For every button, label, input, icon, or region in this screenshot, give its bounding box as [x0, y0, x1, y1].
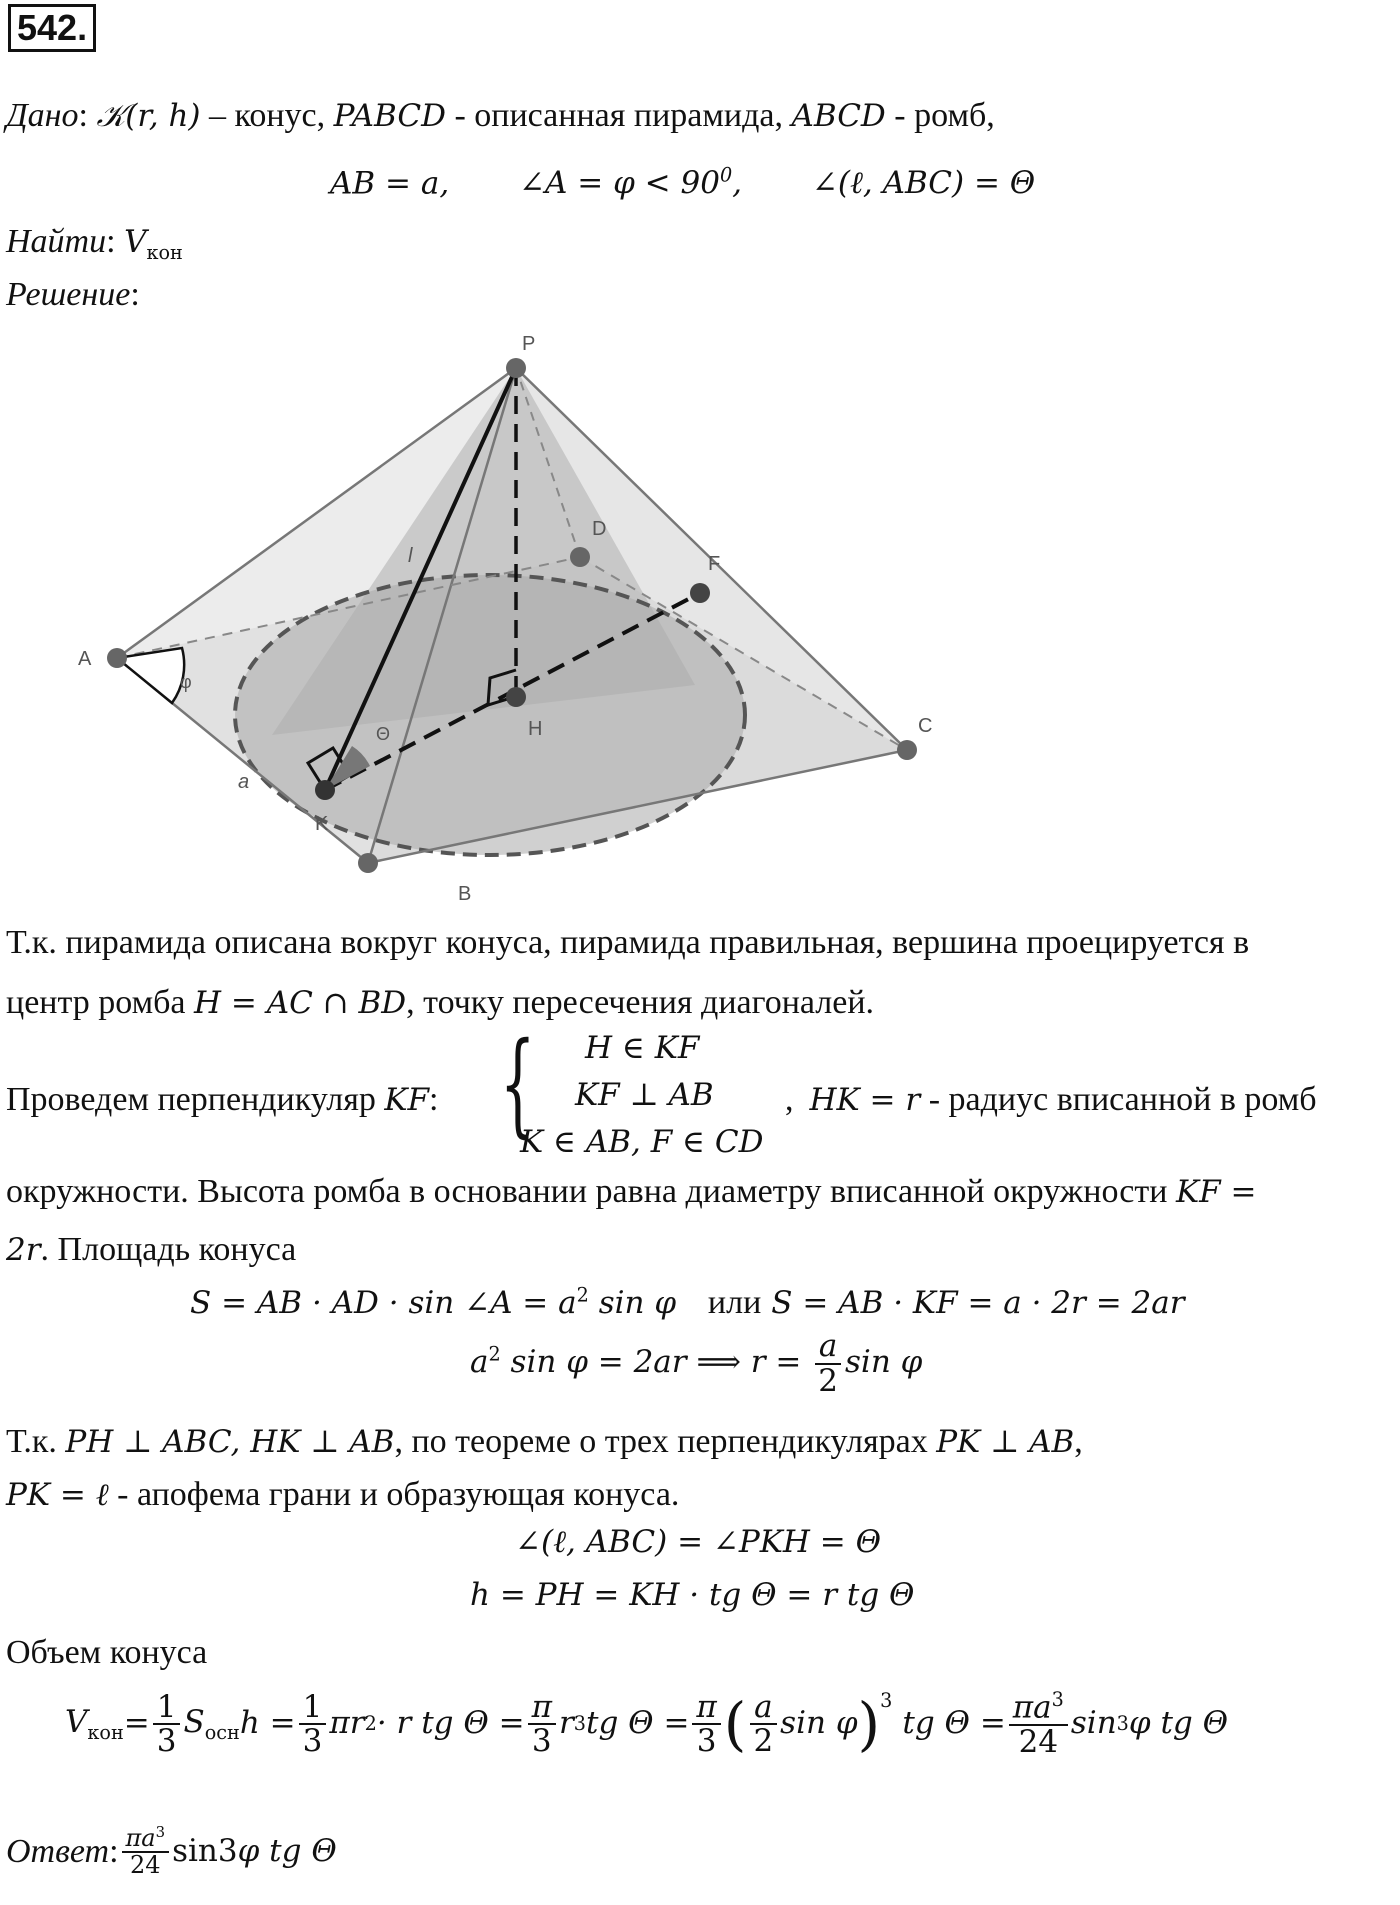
label-b: B	[458, 883, 472, 905]
given-line-1: Дано: 𝒦(r, h) – конус, PABCD - описанная пирамида, ABCD - ромб,	[6, 97, 995, 134]
solution-line: Решение:	[6, 276, 140, 313]
system-line-2: KF ⊥ AB	[575, 1077, 714, 1113]
paragraph-2-tail: , HK = r - радиус вписанной в ромб	[785, 1081, 1317, 1118]
paragraph-1-line-1: Т.к. пирамида описана вокруг конуса, пирамида правильная, вершина проецируется в	[6, 924, 1250, 961]
point-h	[506, 687, 526, 707]
point-d	[570, 547, 590, 567]
paragraph-3-line-2: 2r. Площадь конуса	[6, 1231, 297, 1268]
equation-angle: ∠(ℓ, ABC) = ∠PKH = Θ	[515, 1524, 882, 1560]
volume-heading: Объем конуса	[6, 1634, 208, 1671]
given-text: - описанная пирамида,	[445, 97, 792, 134]
label-f: F	[708, 553, 721, 575]
problem-number: 542.	[8, 4, 96, 52]
label-d: D	[592, 518, 607, 540]
system-line-3: K ∈ AB, F ∈ CD	[520, 1124, 764, 1160]
point-k	[315, 780, 335, 800]
given-text: – конус,	[200, 97, 334, 134]
given-label: Дано	[6, 97, 79, 134]
point-c	[897, 740, 917, 760]
label-phi: φ	[180, 672, 192, 692]
find-volume: $V_{кон}$	[124, 224, 183, 265]
given-text: - ромб,	[885, 97, 995, 134]
label-p: P	[522, 333, 536, 355]
label-c: C	[918, 715, 933, 737]
given-ab: AB = a,	[330, 165, 450, 202]
label-k: K	[315, 813, 329, 835]
system-brace: {	[499, 1019, 536, 1149]
pyramid-cone-figure	[60, 330, 980, 920]
given-angle-l: ∠(ℓ, ABC) = Θ	[811, 165, 1036, 202]
given-line-2	[330, 165, 1035, 202]
given-angle-a: ∠A = $\varphi < 90^0$,	[519, 164, 743, 202]
equation-volume: $V_{кон}$ = $\frac{1}{3}$ $S_{осн}$ h = $\frac{1}{3}$ πr 2 · r tg Θ = $\frac{\pi}{3}$ r 3 tg Θ = $\frac{\pi}{3}$ ( $\frac{a}{2}$ sin φ ) $^3$ tg Θ = $\frac{\pi a^3}{24}$ sin 3 φ tg Θ	[65, 1688, 1229, 1760]
label-theta: Θ	[376, 724, 391, 744]
pyramid-name: PABCD	[333, 98, 446, 134]
answer-label: Ответ	[6, 1833, 110, 1871]
system-line-1: H ∈ KF	[585, 1030, 700, 1066]
point-f	[690, 583, 710, 603]
label-h: H	[528, 718, 543, 740]
point-p	[506, 358, 526, 378]
cone-symbol: 𝒦(r, h)	[96, 98, 201, 134]
equation-height: h = PH = KH · tg Θ = r tg Θ	[470, 1577, 915, 1613]
label-l: l	[408, 545, 413, 567]
paragraph-3-line-1: окружности. Высота ромба в основании равна диаметру вписанной окружности KF =	[6, 1173, 1257, 1210]
find-line: Найти: $V_{кон}$	[6, 223, 183, 265]
label-a-side: a	[238, 771, 250, 793]
paragraph-1-line-2: центр ромба H = AC ∩ BD, точку пересечения диагоналей.	[6, 984, 875, 1021]
angle-phi-arc	[117, 648, 184, 703]
equation-area: S = AB · AD · sin ∠A = $a^2$ sin φ или S = AB · KF = a · 2r = 2ar	[190, 1283, 1185, 1321]
find-label: Найти	[6, 223, 107, 260]
point-b	[358, 853, 378, 873]
point-a	[107, 648, 127, 668]
paragraph-2: Проведем перпендикуляр KF:	[6, 1081, 439, 1118]
label-a: A	[78, 648, 92, 670]
paragraph-5: PK = ℓ - апофема грани и образующая конуса.	[6, 1476, 680, 1513]
paragraph-4: Т.к. PH ⊥ ABC, HK ⊥ AB, по теореме о трех перпендикулярах PK ⊥ AB,	[6, 1423, 1083, 1460]
solution-label: Решение	[6, 276, 131, 313]
rhombus-name: ABCD	[791, 98, 886, 134]
equation-radius: $a^2$ sin φ = 2ar ⟹ r = $\frac{a}{2}$ sin φ	[470, 1328, 923, 1399]
answer-line: Ответ : $\frac{\pi a^3}{24}$ sin 3 φ tg Θ	[6, 1823, 337, 1880]
